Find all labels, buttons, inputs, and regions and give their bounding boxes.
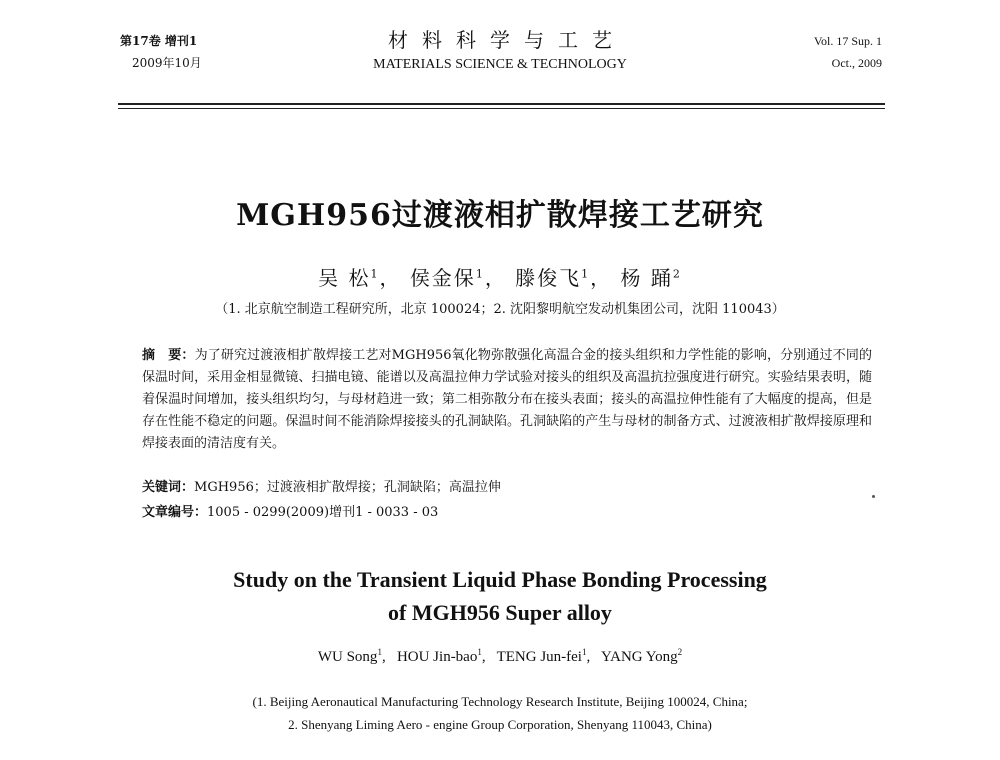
header-rule-thin [118,108,885,109]
affiliation-en-line1: (1. Beijing Aeronautical Manufacturing Technology Research Institute, Beijing 100024, China; [252,694,748,709]
abstract-label: 摘 要： [142,348,195,363]
volume-cn: 第17卷 增刊1 [120,34,198,48]
title-en-line1: Study on the Transient Liquid Phase Bonding Processing [233,567,767,592]
article-number-text: 1005 - 0299(2009)增刊1 - 0033 - 03 [207,505,439,520]
affiliation-en [0,690,1000,736]
authors-cn: 吴 松$^1$， 侯金保$^1$， 滕俊飞$^1$， 杨 踊$^2$ [318,266,682,290]
article-number [142,501,438,520]
author-cn: 吴 松 [318,266,371,290]
title-en-line2: of MGH956 Super alloy [388,600,612,625]
paper-title-cn: MGH956过渡液相扩散焊接工艺研究 [236,198,764,233]
speck [872,495,875,498]
author-en: TENG Jun-fei [496,649,582,665]
author-cn: 侯金保 [409,266,476,290]
article-number-label: 文章编号： [142,505,208,520]
author-cn: 杨 踊 [620,266,673,290]
journal-name-cn: 材料科学与工艺 [388,28,626,52]
keywords [142,476,501,495]
affiliation-cn: （1. 北京航空制造工程研究所，北京 100024；2. 沈阳黎明航空发动机集团公司，沈阳 110043） [215,302,785,317]
header-rule-thick [118,103,885,105]
author-cn: 滕俊飞 [515,266,582,290]
abstract-cn [142,345,872,455]
date-cn: 2009年10月 [132,56,202,70]
volume-en: Vol. 17 Sup. 1 [813,34,882,48]
header-right [814,30,882,74]
keywords-label: 关键词： [142,480,195,495]
paper-title-en [0,563,1000,629]
author-en: WU Song [317,649,378,665]
keywords-text: MGH956；过渡液相扩散焊接；孔洞缺陷；高温拉伸 [194,480,501,495]
authors-en: WU Song$^1$, HOU Jin-bao$^1$, TENG Jun-fei$^1$, YANG Yong$^2$ [317,647,683,665]
abstract-text: 为了研究过渡液相扩散焊接工艺对MGH956氧化物弥散强化高温合金的接头组织和力学性能的影响，分别通过不同的保温时间，采用金相显微镜、扫描电镜、能谱以及高温拉伸力学试验对接头的组织及高温抗拉强度进行研究。实验结果表明，随着保温时间增加，接头组织均匀，与母材趋进一致；第二相弥散分布在接头表面；接头的高温拉伸性能有了大幅度的提高，但是存在性能不稳定的问题。保温时间不能消除焊接接头的孔洞缺陷。孔洞缺陷的产生与母材的制备方式、过渡液相扩散焊接原理和焊接表面的清洁度有关。 [142,348,872,451]
author-en: HOU Jin-bao [396,649,478,665]
date-en: Oct., 2009 [831,56,882,70]
affiliation-en-line2: 2. Shenyang Liming Aero - engine Group Corporation, Shenyang 110043, China) [288,717,712,732]
journal-name-en: MATERIALS SCIENCE & TECHNOLOGY [373,57,627,72]
author-en: YANG Yong [600,649,678,665]
